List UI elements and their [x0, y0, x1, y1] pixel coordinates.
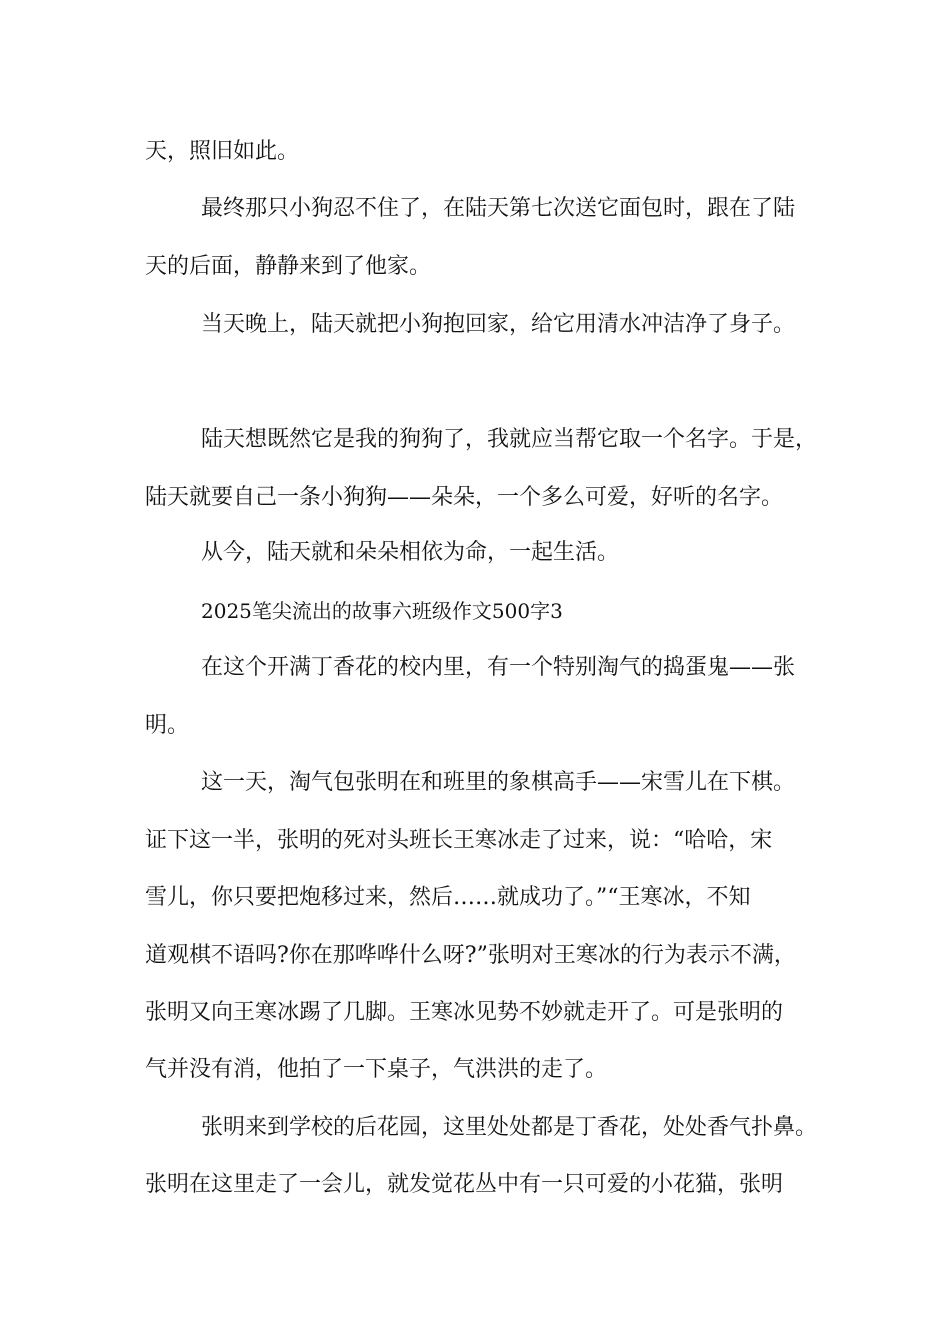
text-line: 天，照旧如此。: [145, 139, 300, 164]
text-line: 道观棋不语吗?你在那哗哗什么呀?”张明对王寒冰的行为表示不满，: [145, 943, 796, 968]
text-line: 气并没有消，他拍了一下桌子，气洪洪的走了。: [145, 1057, 608, 1082]
text-line: 天的后面，静静来到了他家。: [145, 254, 432, 279]
text-line: 这一天，淘气包张明在和班里的象棋高手——宋雪儿在下棋。: [201, 770, 796, 795]
text-line: 最终那只小狗忍不住了，在陆天第七次送它面包时，跟在了陆: [201, 196, 796, 221]
text-line: 从今，陆天就和朵朵相依为命，一起生活。: [201, 540, 620, 565]
text-line: 陆天就要自己一条小狗狗——朵朵，一个多么可爱，好听的名字。: [145, 485, 784, 510]
text-line: 当天晚上，陆天就把小狗抱回家，给它用清水冲洁净了身子。: [201, 312, 796, 337]
text-line: 张明来到学校的后花园，这里处处都是丁香花，处处香气扑鼻。: [201, 1115, 818, 1140]
text-line: 陆天想既然它是我的狗狗了，我就应当帮它取一个名字。于是，: [201, 427, 818, 452]
text-line: 雪儿，你只要把炮移过来，然后……就成功了。”“王寒冰，不知: [145, 885, 751, 910]
text-line: 明。: [145, 713, 190, 738]
text-line: 在这个开满丁香花的校内里，有一个特别淘气的捣蛋鬼——张: [201, 655, 796, 680]
text-line: 证下这一半，张明的死对头班长王寒冰走了过来，说：“哈哈，宋: [145, 828, 773, 853]
section-heading: 2025笔尖流出的故事六班级作文500字3: [201, 599, 563, 623]
text-line: 张明在这里走了一会儿，就发觉花丛中有一只可爱的小花猫，张明: [145, 1172, 784, 1197]
text-line: 张明又向王寒冰踢了几脚。王寒冰见势不妙就走开了。可是张明的: [145, 1000, 784, 1025]
